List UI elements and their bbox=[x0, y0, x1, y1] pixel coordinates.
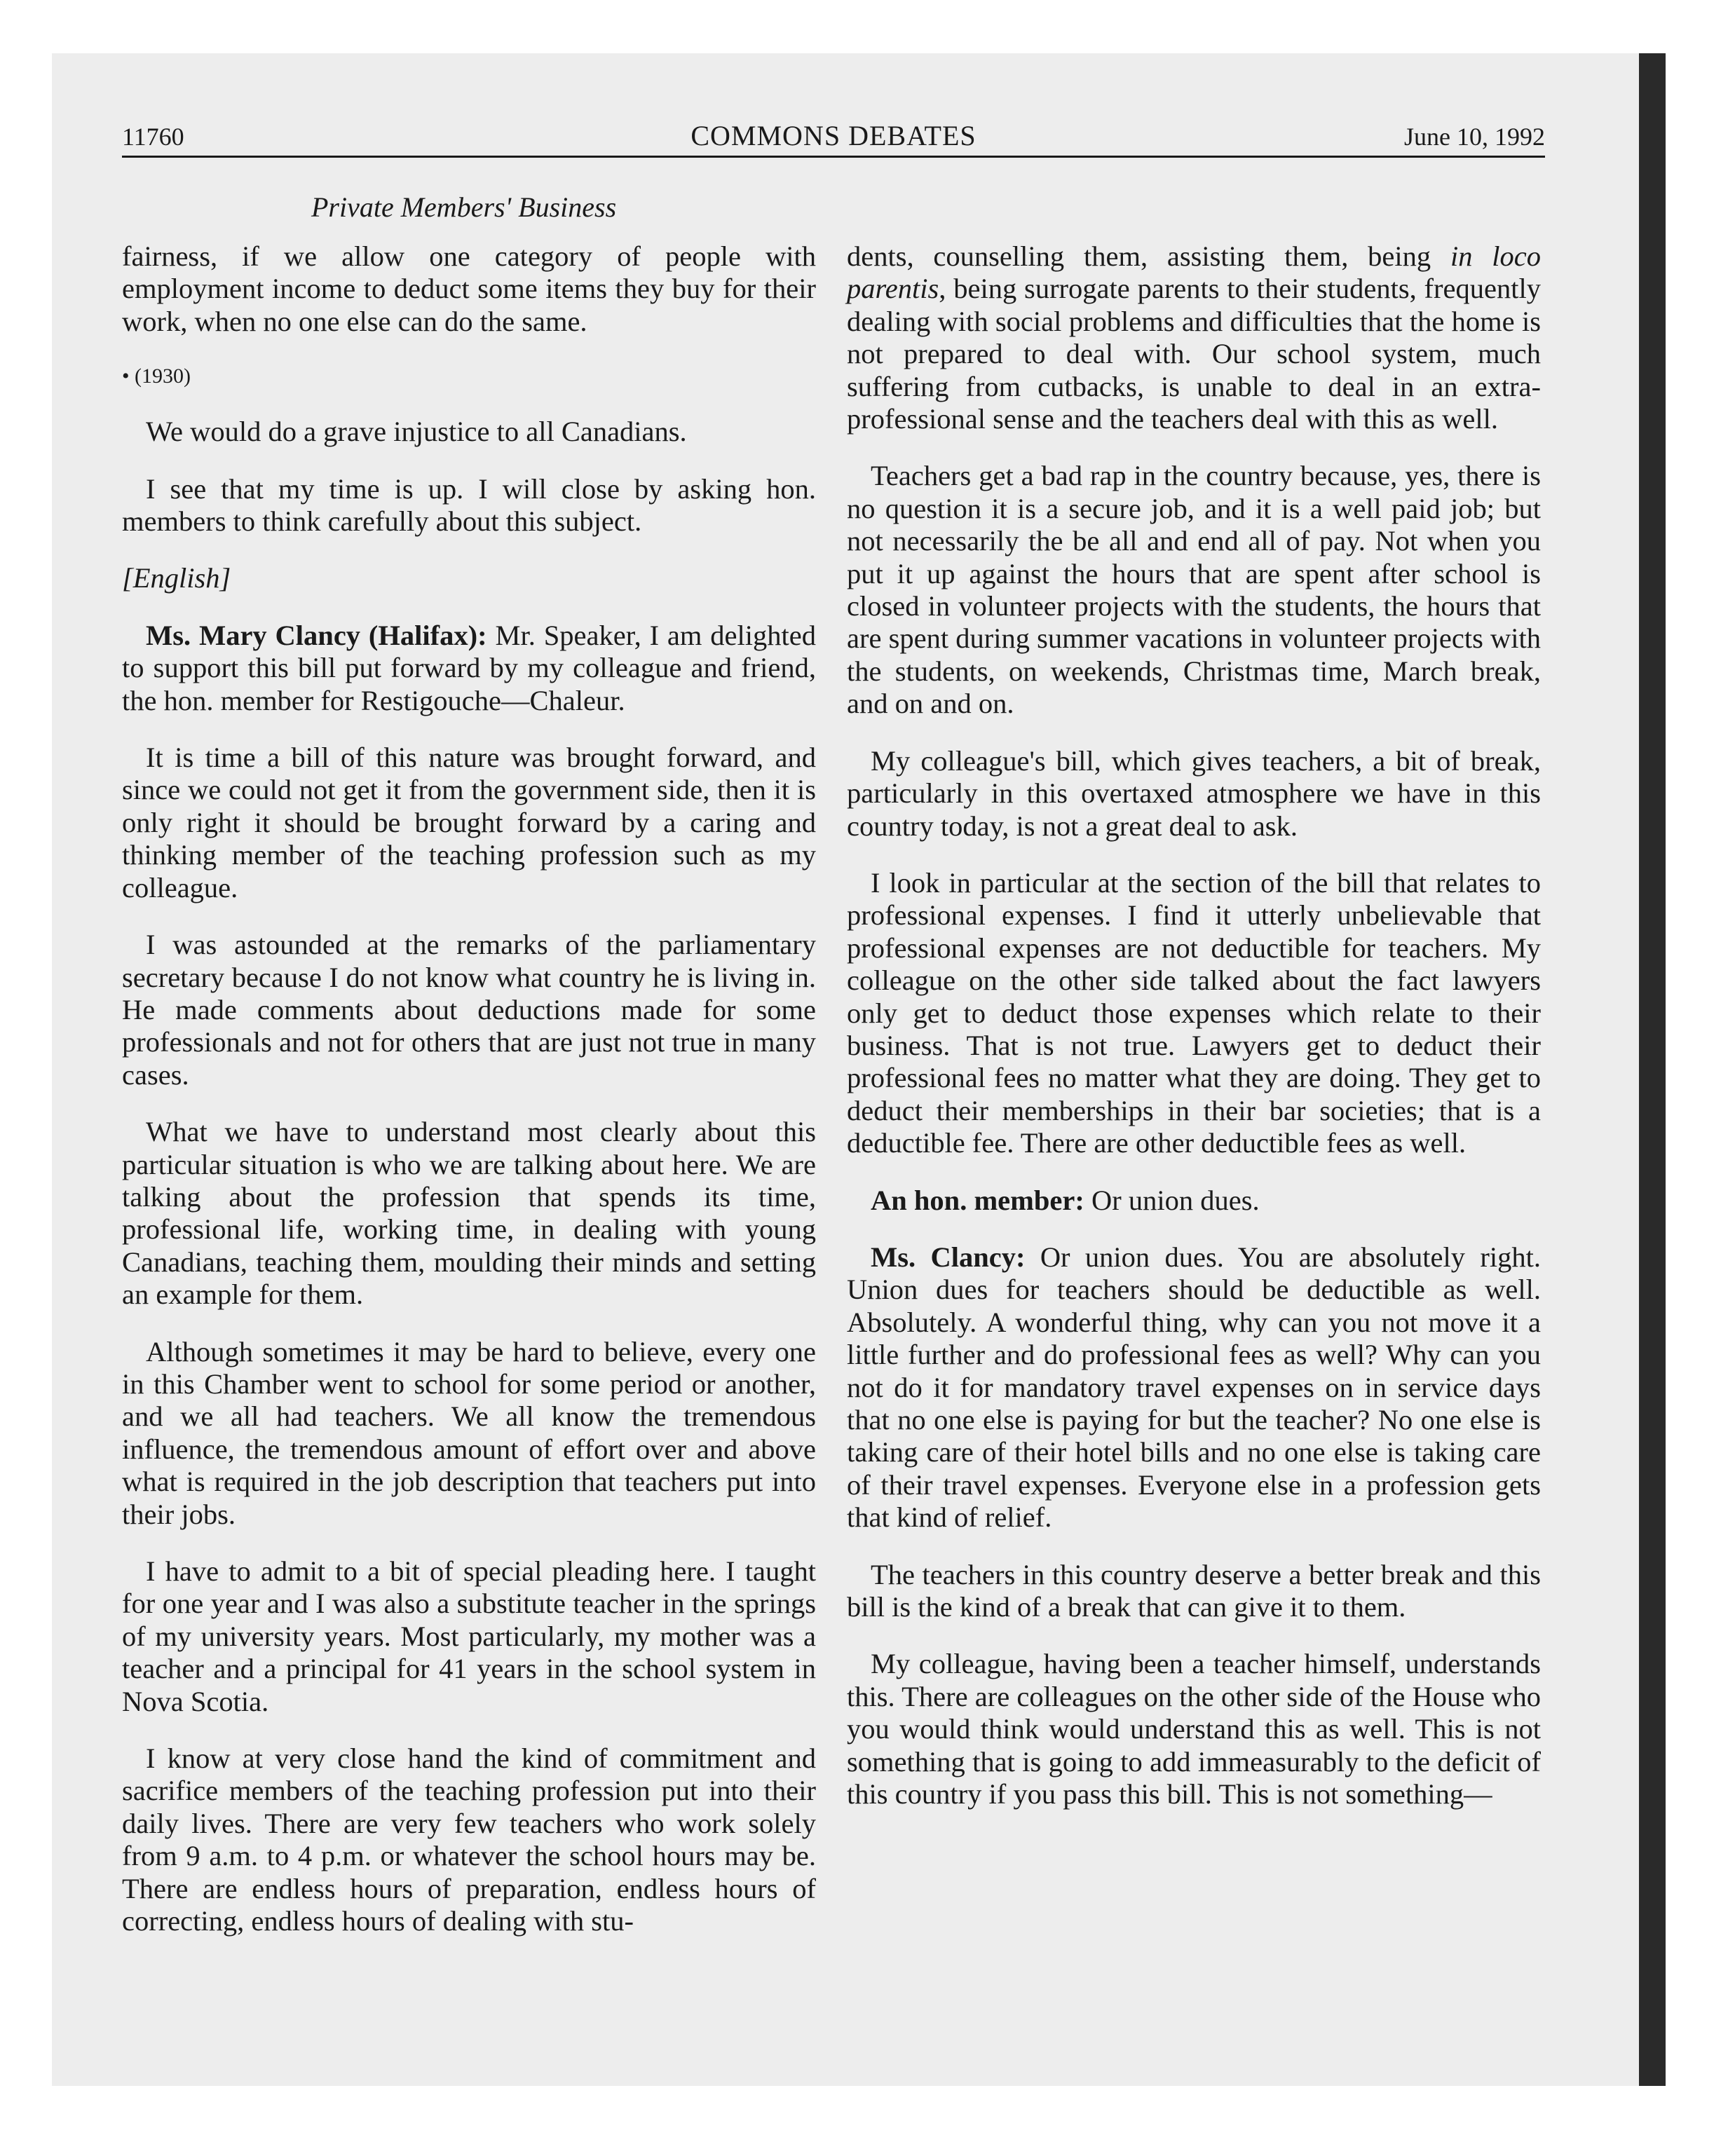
paragraph: I see that my time is up. I will close by asking hon. members to think carefully about this subject. bbox=[122, 472, 816, 538]
paragraph: It is time a bill of this nature was brought forward, and since we could not get it from the government side, then it is only right it should be brought forward by a caring and thinking member of the teaching profession such as my colleague. bbox=[122, 742, 816, 903]
paragraph: My colleague, having been a teacher himself, understands this. There are colleagues on the other side of the House who you would think would understand this as well. This is not something that is going to add immeasurably to the deficit of this country if you pass this bill. This is not something— bbox=[847, 1648, 1541, 1810]
time-marker: • (1930) bbox=[122, 364, 191, 388]
page-header bbox=[122, 119, 1545, 158]
text-run: dents, counselling them, assisting them, being bbox=[847, 240, 1450, 272]
speech-text: Mr. Speaker, I am delighted to support this bill put forward by my colleague and friend, the hon. member for Restigouche—Chaleur. bbox=[122, 619, 816, 716]
paragraph: We would do a grave injustice to all Canadians. bbox=[146, 416, 687, 448]
paragraph: What we have to understand most clearly about this particular situation is who we are talking about here. We are talking about the profession that spends its time, professional life, working time, in dealing with young Canadians, teaching them, moulding their minds and setting an example for them. bbox=[122, 1116, 816, 1311]
scan-edge bbox=[1639, 53, 1666, 2086]
speech-paragraph bbox=[847, 1241, 1541, 1534]
paragraph: Teachers get a bad rap in the country because, yes, there is no question it is a secure job, and it is a well paid job; but not necessarily the be all and end all of pay. Not when you put it up against the hours that are spent after school is closed in volunteer projects with the students, the hours that are spent during summer vacations in volunteer projects with the students, on weekends, Christmas time, March break, and on and on. bbox=[847, 460, 1541, 720]
speaker-name: An hon. member: bbox=[871, 1184, 1084, 1216]
paragraph: I know at very close hand the kind of commitment and sacrifice members of the teaching profession put into their daily lives. There are very few teachers who work solely from 9 a.m. to 4 p.m. or whatever the school hours may be. There are endless hours of preparation, endless hours of correcting, endless hours of dealing with stu- bbox=[122, 1742, 816, 1937]
paragraph: My colleague's bill, which gives teachers, a bit of break, particularly in this overtaxed atmosphere we have in this country today, is not a great deal to ask. bbox=[847, 744, 1541, 842]
right-column bbox=[847, 240, 1541, 1835]
latin-phrase: in loco parentis bbox=[847, 240, 1542, 305]
speaker-name: Ms. Mary Clancy (Halifax): bbox=[146, 619, 487, 651]
speech-paragraph bbox=[122, 620, 816, 717]
left-column bbox=[122, 240, 816, 1962]
interjection-paragraph bbox=[847, 1185, 1541, 1217]
page-date: June 10, 1992 bbox=[1404, 123, 1545, 151]
paragraph: I look in particular at the section of the bill that relates to professional expenses. I find it utterly unbelievable that professional expenses are not deductible for teachers. My colleague on the other side talked about the fact lawyers only get to deduct those expenses which relate to their business. That is not true. Lawyers get to deduct their professional fees no matter what they are doing. They get to deduct their memberships in their bar societies; that is a deductible fee. There are other deductible fees as well. bbox=[847, 866, 1541, 1159]
speech-text: Or union dues. bbox=[1091, 1184, 1260, 1216]
paragraph: Although sometimes it may be hard to believe, every one in this Chamber went to school for some period or another, and we all had teachers. We all know the tremendous influence, the tremendous amount of effort over and above what is required in the job description that teachers put into their jobs. bbox=[122, 1335, 816, 1530]
paragraph: I have to admit to a bit of special pleading here. I taught for one year and I was also a substitute teacher in the springs of my university years. Most particularly, my mother was a teacher and a principal for 41 years in the school system in Nova Scotia. bbox=[122, 1555, 816, 1717]
speech-text: Or union dues. You are absolutely right. Union dues for teachers should be deductible as well. Absolutely. A wonderful thing, why can you not move it a little further and do professional fees as well? Why can you not do it for mandatory travel expenses on in service days that no one else is paying for but the teacher? No one else is taking care of their hotel bills and no one else is taking care of their travel expenses. Everyone else in a profession gets that kind of relief. bbox=[847, 1241, 1541, 1534]
speaker-name: Ms. Clancy: bbox=[871, 1241, 1026, 1273]
paragraph: I was astounded at the remarks of the parliamentary secretary because I do not know what country he is living in. He made comments about deductions made for some professionals and not for others that are just not true in many cases. bbox=[122, 929, 816, 1091]
page-number: 11760 bbox=[122, 123, 184, 151]
paragraph: fairness, if we allow one category of people with employment income to deduct some items they buy for their work, when no one else can do the same. bbox=[122, 240, 816, 337]
paragraph: The teachers in this country deserve a better break and this bill is the kind of a break that can give it to them. bbox=[847, 1558, 1541, 1623]
paragraph bbox=[847, 240, 1541, 435]
section-title: Private Members' Business bbox=[311, 191, 617, 223]
text-run: , being surrogate parents to their students, frequently dealing with social problems and difficulties that the home is not prepared to deal with. Our school system, much suffering from cutbacks, is unable to deal in an extra-professional sense and the teachers deal with this as well. bbox=[847, 273, 1541, 435]
language-marker: [English] bbox=[122, 562, 231, 594]
journal-title: COMMONS DEBATES bbox=[690, 120, 977, 151]
